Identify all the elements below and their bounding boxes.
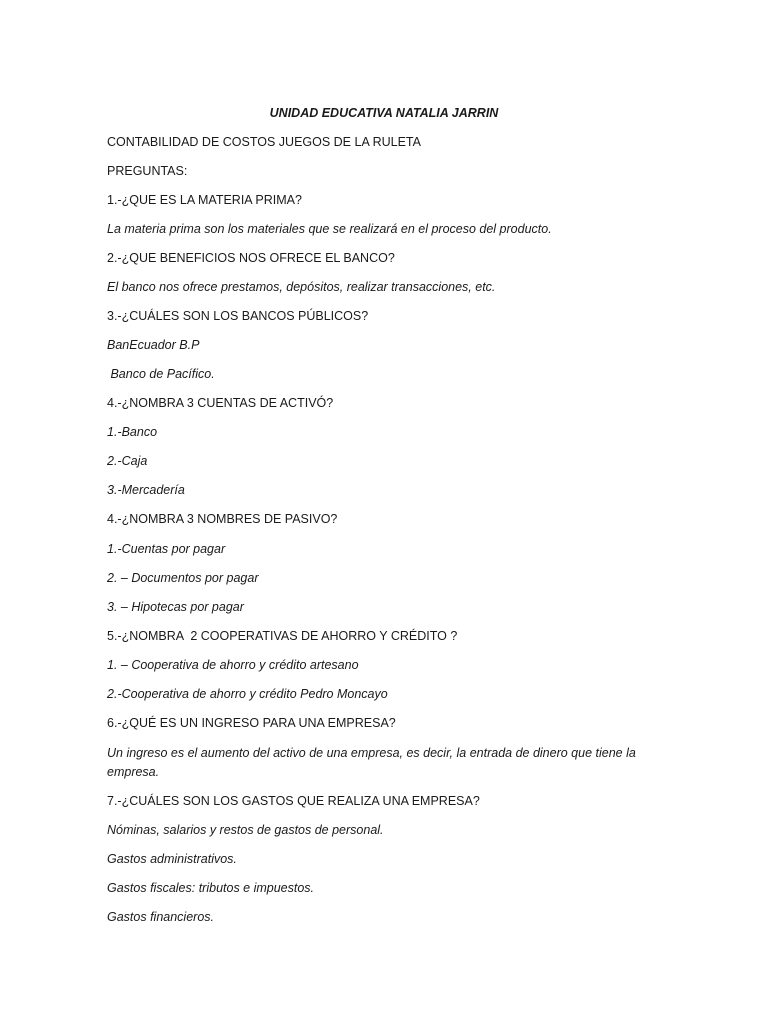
answer-3-item-2: Banco de Pacífico. — [107, 367, 215, 381]
answer-2: El banco nos ofrece prestamos, depósitos, realizar transacciones, etc. — [107, 280, 496, 294]
question-6: 6.-¿QUÉ ES UN INGRESO PARA UNA EMPRESA? — [107, 716, 396, 730]
question-4: 4.-¿NOMBRA 3 CUENTAS DE ACTIVÓ? — [107, 396, 334, 410]
answer-4b-item-2: 2. – Documentos por pagar — [107, 571, 259, 585]
question-3: 3.-¿CUÁLES SON LOS BANCOS PÚBLICOS? — [107, 309, 369, 323]
document-title: UNIDAD EDUCATIVA NATALIA JARRIN — [269, 106, 499, 120]
answer-4-item-3: 3.-Mercadería — [107, 483, 185, 497]
answer-7-item-1: Nóminas, salarios y restos de gastos de personal. — [107, 823, 384, 837]
question-2: 2.-¿QUE BENEFICIOS NOS OFRECE EL BANCO? — [107, 251, 395, 265]
answer-4-item-1: 1.-Banco — [107, 425, 158, 439]
answer-7-item-4: Gastos financieros. — [107, 910, 214, 924]
answer-4-item-2: 2.-Caja — [107, 454, 148, 468]
answer-5-item-2: 2.-Cooperativa de ahorro y crédito Pedro Moncayo — [107, 687, 388, 701]
document-subtitle: CONTABILIDAD DE COSTOS JUEGOS DE LA RULETA — [107, 135, 421, 149]
section-label: PREGUNTAS: — [107, 164, 188, 178]
question-7: 7.-¿CUÁLES SON LOS GASTOS QUE REALIZA UNA EMPRESA? — [107, 794, 480, 808]
answer-3-item-1: BanEcuador B.P — [107, 338, 200, 352]
answer-4b-item-1: 1.-Cuentas por pagar — [107, 542, 226, 556]
answer-7-item-3: Gastos fiscales: tributos e impuestos. — [107, 881, 315, 895]
answer-5-item-1: 1. – Cooperativa de ahorro y crédito artesano — [107, 658, 359, 672]
question-4b: 4.-¿NOMBRA 3 NOMBRES DE PASIVO? — [107, 512, 338, 526]
answer-7-item-2: Gastos administrativos. — [107, 852, 237, 866]
answer-4b-item-3: 3. – Hipotecas por pagar — [107, 600, 244, 614]
question-1: 1.-¿QUE ES LA MATERIA PRIMA? — [107, 193, 302, 207]
answer-6: Un ingreso es el aumento del activo de una empresa, es decir, la entrada de dinero que tiene la empresa. — [107, 746, 636, 779]
question-5: 5.-¿NOMBRA 2 COOPERATIVAS DE AHORRO Y CRÉDITO ? — [107, 629, 458, 643]
answer-1: La materia prima son los materiales que se realizará en el proceso del producto. — [107, 222, 552, 236]
